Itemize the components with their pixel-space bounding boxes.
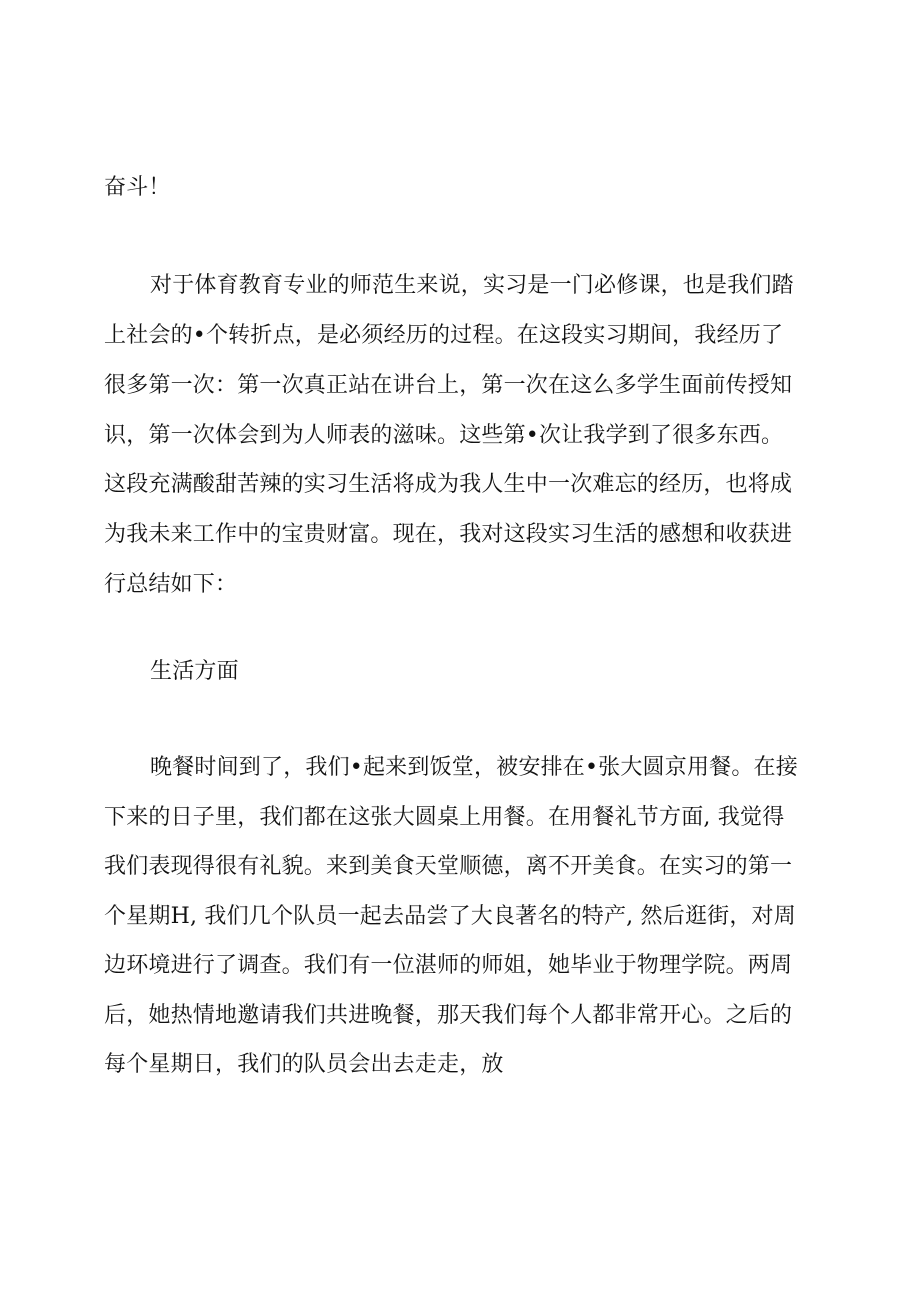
- paragraph-1-line: 为我未来工作中的宝贵财富。现在，我对这段实习生活的感想和收获进: [104, 522, 793, 547]
- paragraph-1-line: 识，第一次体会到为人师表的滋味。这些第•次让我学到了很多东西。: [104, 423, 784, 448]
- paragraph-2-line: 每个星期日，我们的队员会出去走走，放: [104, 1052, 504, 1077]
- paragraph-1-line: 对于体育教育专业的师范生来说，实习是一门必修课，也是我们踏: [150, 273, 794, 298]
- paragraph-1-line: 行总结如下：: [104, 572, 238, 597]
- paragraph-1-line: 上社会的•个转折点，是必须经历的过程。在这段实习期间，我经历了: [104, 323, 784, 348]
- paragraph-1-line: 很多第一次：第一次真正站在讲台上，第一次在这么多学生面前传授知: [104, 373, 793, 398]
- paragraph-1-line: 这段充满酸甜苦辣的实习生活将成为我人生中一次难忘的经历，也将成: [104, 472, 793, 497]
- paragraph-2-line: 下来的日子里，我们都在这张大圆桌上用餐。在用餐礼节方面, 我觉得: [104, 805, 785, 830]
- paragraph-2-line: 个星期H, 我们几个队员一起去品尝了大良著名的特产, 然后逛街，对周: [104, 904, 796, 929]
- paragraph-2-line: 我们表现得很有礼貌。来到美食天堂顺德，离不开美食。在实习的第一: [104, 854, 793, 879]
- opening-line: 奋斗！: [104, 175, 171, 200]
- paragraph-2-line: 边环境进行了调查。我们有一位湛师的师姐，她毕业于物理学院。两周: [104, 953, 793, 978]
- paragraph-2-line: 后，她热情地邀请我们共进晚餐，那天我们每个人都非常开心。之后的: [104, 1003, 793, 1028]
- section-heading: 生活方面: [150, 659, 239, 684]
- paragraph-2-line: 晚餐时间到了，我们•起来到饭堂，被安排在•张大圆京用餐。在接: [150, 755, 798, 780]
